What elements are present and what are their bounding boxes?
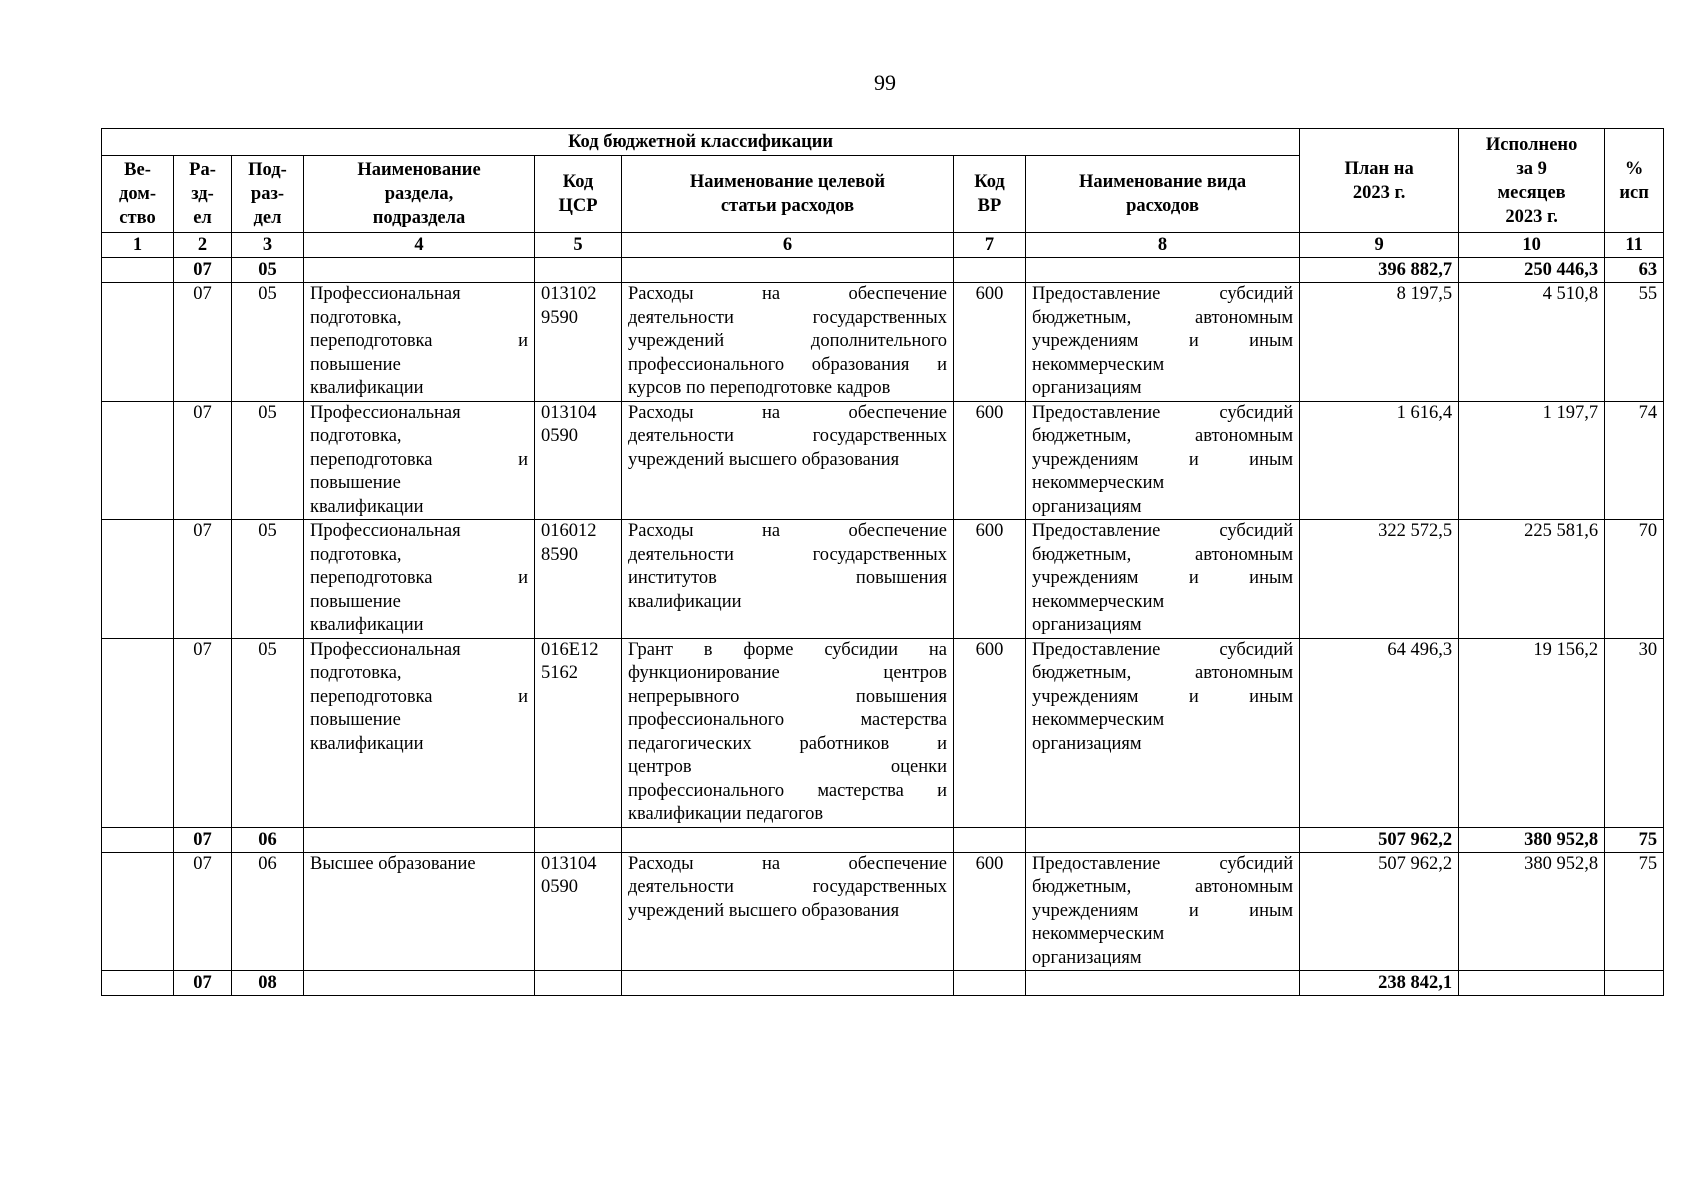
cell-percent: 75: [1605, 827, 1664, 852]
table-row: [102, 638, 1664, 827]
cell-expense-kind: [1026, 258, 1300, 283]
cell-target-name: [622, 638, 954, 827]
header-col-8: Наименование вида расходов: [1026, 156, 1300, 233]
cell-line: курсов по переподготовке кадров: [628, 378, 891, 398]
table-row: [102, 283, 1664, 402]
cell-vedomstvo: [102, 852, 174, 971]
cell-line: Предоставление субсидий: [1032, 521, 1294, 541]
column-number: 2: [174, 233, 232, 258]
cell-section-name: [304, 827, 535, 852]
cell-line: 013102: [541, 284, 597, 304]
column-number: 10: [1459, 233, 1605, 258]
cell-target-name: [622, 852, 954, 971]
cell-expense-kind: [1026, 401, 1300, 520]
cell-line: 016012: [541, 521, 597, 541]
cell-expense-kind: [1026, 971, 1300, 996]
cell-section-name: [304, 401, 535, 520]
cell-plan: 507 962,2: [1300, 852, 1459, 971]
cell-line: учреждений высшего образования: [628, 900, 900, 921]
cell-vedomstvo: [102, 638, 174, 827]
column-number: 1: [102, 233, 174, 258]
cell-executed: 225 581,6: [1459, 520, 1605, 639]
cell-line: подготовка,: [310, 307, 402, 328]
cell-line: 8590: [541, 544, 578, 565]
cell-vr-code: 600: [954, 401, 1026, 520]
header-col-10: Исполнено за 9 месяцев 2023 г.: [1459, 129, 1605, 233]
table-header: [102, 129, 1664, 258]
cell-executed: 380 952,8: [1459, 827, 1605, 852]
cell-vedomstvo: [102, 971, 174, 996]
column-number: 7: [954, 233, 1026, 258]
cell-line: центров оценки: [628, 757, 947, 777]
cell-line: некоммерческим: [1032, 473, 1165, 493]
cell-line: квалификации педагогов: [628, 804, 824, 824]
cell-csr-code: [535, 638, 622, 827]
cell-target-name: [622, 971, 954, 996]
header-col-9: План на 2023 г.: [1300, 129, 1459, 233]
cell-vedomstvo: [102, 283, 174, 402]
cell-line: профессионального образования и: [628, 354, 947, 375]
cell-line: учреждениям и иным: [1032, 449, 1294, 470]
cell-expense-kind: [1026, 827, 1300, 852]
cell-podrazdel: 05: [232, 638, 304, 827]
cell-razdel: 07: [174, 520, 232, 639]
cell-line: Расходы на обеспечение: [628, 521, 947, 541]
cell-line: организациям: [1032, 947, 1142, 968]
cell-line: бюджетным, автономным: [1032, 307, 1294, 328]
cell-section-name: [304, 258, 535, 283]
cell-target-name: [622, 283, 954, 402]
cell-executed: 380 952,8: [1459, 852, 1605, 971]
cell-razdel: 07: [174, 401, 232, 520]
cell-line: бюджетным, автономным: [1032, 663, 1294, 683]
cell-line: институтов повышения: [628, 568, 947, 588]
cell-line: учреждениям и иным: [1032, 568, 1294, 588]
budget-table: [101, 128, 1664, 996]
cell-line: квалификации: [310, 615, 424, 635]
cell-line: организациям: [1032, 733, 1142, 754]
cell-line: переподготовка и: [310, 331, 528, 351]
cell-line: квалификации: [310, 733, 424, 754]
table-row: [102, 852, 1664, 971]
column-number: 4: [304, 233, 535, 258]
cell-csr-code: [535, 971, 622, 996]
column-number: 11: [1605, 233, 1664, 258]
cell-line: педагогических работников и: [628, 733, 947, 754]
cell-line: учреждениям и иным: [1032, 331, 1294, 351]
cell-line: бюджетным, автономным: [1032, 544, 1294, 565]
header-col-1: Ве- дом- ство: [102, 156, 174, 233]
subtotal-row: [102, 971, 1664, 996]
cell-plan: 8 197,5: [1300, 283, 1459, 402]
table-row: [102, 401, 1664, 520]
cell-section-name: [304, 852, 535, 971]
cell-line: учреждений дополнительного: [628, 331, 947, 351]
cell-expense-kind: [1026, 520, 1300, 639]
cell-line: непрерывного повышения: [628, 686, 947, 707]
cell-vr-code: 600: [954, 638, 1026, 827]
cell-section-name: [304, 971, 535, 996]
cell-line: повышение: [310, 710, 401, 730]
cell-razdel: 07: [174, 283, 232, 402]
cell-line: 0590: [541, 426, 578, 446]
cell-csr-code: [535, 283, 622, 402]
cell-line: некоммерческим: [1032, 710, 1165, 730]
cell-executed: [1459, 971, 1605, 996]
cell-line: подготовка,: [310, 426, 402, 446]
cell-line: некоммерческим: [1032, 591, 1165, 612]
cell-podrazdel: 06: [232, 827, 304, 852]
cell-line: переподготовка и: [310, 449, 528, 470]
cell-razdel: 07: [174, 852, 232, 971]
cell-line: функционирование центров: [628, 663, 947, 683]
header-col-3: Под- раз- дел: [232, 156, 304, 233]
cell-razdel: 07: [174, 638, 232, 827]
cell-razdel: 07: [174, 258, 232, 283]
cell-line: Высшее образование: [310, 853, 476, 874]
cell-csr-code: [535, 827, 622, 852]
cell-line: Расходы на обеспечение: [628, 284, 947, 304]
cell-podrazdel: 05: [232, 520, 304, 639]
cell-line: 0590: [541, 877, 578, 897]
cell-plan: 322 572,5: [1300, 520, 1459, 639]
cell-vedomstvo: [102, 520, 174, 639]
cell-line: квалификации: [628, 591, 742, 612]
cell-line: квалификации: [310, 496, 424, 517]
column-number: 9: [1300, 233, 1459, 258]
cell-line: повышение: [310, 473, 401, 493]
subtotal-row: [102, 827, 1664, 852]
cell-vr-code: 600: [954, 852, 1026, 971]
header-col-5: Код ЦСР: [535, 156, 622, 233]
cell-target-name: [622, 520, 954, 639]
cell-line: 5162: [541, 663, 578, 683]
cell-expense-kind: [1026, 638, 1300, 827]
subtotal-row: [102, 258, 1664, 283]
cell-line: повышение: [310, 591, 401, 612]
cell-line: повышение: [310, 354, 401, 375]
cell-vr-code: [954, 827, 1026, 852]
cell-line: 016E12: [541, 639, 599, 660]
cell-line: учреждениям и иным: [1032, 900, 1294, 921]
cell-vr-code: [954, 971, 1026, 996]
column-number: 5: [535, 233, 622, 258]
cell-plan: 64 496,3: [1300, 638, 1459, 827]
cell-line: Предоставление субсидий: [1032, 284, 1294, 304]
cell-target-name: [622, 401, 954, 520]
cell-target-name: [622, 827, 954, 852]
cell-section-name: [304, 638, 535, 827]
cell-line: подготовка,: [310, 544, 402, 565]
cell-line: деятельности государственных: [628, 426, 947, 446]
cell-percent: 75: [1605, 852, 1664, 971]
cell-podrazdel: 08: [232, 971, 304, 996]
header-col-4: Наименование раздела, подраздела: [304, 156, 535, 233]
page-number: 99: [874, 70, 896, 95]
cell-line: Расходы на обеспечение: [628, 402, 947, 423]
cell-line: переподготовка и: [310, 686, 528, 707]
cell-line: Предоставление субсидий: [1032, 639, 1294, 660]
cell-expense-kind: [1026, 283, 1300, 402]
cell-line: учреждениям и иным: [1032, 686, 1294, 707]
cell-line: профессионального мастерства: [628, 710, 947, 730]
cell-line: Предоставление субсидий: [1032, 853, 1294, 874]
header-group-title: Код бюджетной классификации: [102, 129, 1300, 156]
cell-line: некоммерческим: [1032, 354, 1165, 375]
header-col-6: Наименование целевой статьи расходов: [622, 156, 954, 233]
cell-vedomstvo: [102, 827, 174, 852]
table-row: [102, 520, 1664, 639]
cell-line: деятельности государственных: [628, 307, 947, 328]
cell-executed: 250 446,3: [1459, 258, 1605, 283]
cell-line: бюджетным, автономным: [1032, 877, 1294, 897]
cell-line: деятельности государственных: [628, 877, 947, 897]
cell-section-name: [304, 283, 535, 402]
cell-percent: 55: [1605, 283, 1664, 402]
cell-executed: 1 197,7: [1459, 401, 1605, 520]
cell-line: 013104: [541, 402, 597, 423]
cell-csr-code: [535, 520, 622, 639]
header-col-11: % исп: [1605, 129, 1664, 233]
cell-podrazdel: 05: [232, 258, 304, 283]
cell-line: бюджетным, автономным: [1032, 426, 1294, 446]
cell-target-name: [622, 258, 954, 283]
cell-line: переподготовка и: [310, 568, 528, 588]
header-row-numbers: [102, 233, 1664, 258]
cell-line: организациям: [1032, 496, 1142, 517]
cell-line: Профессиональная: [310, 639, 461, 660]
cell-vr-code: 600: [954, 520, 1026, 639]
cell-razdel: 07: [174, 971, 232, 996]
cell-podrazdel: 06: [232, 852, 304, 971]
cell-line: организациям: [1032, 615, 1142, 635]
cell-podrazdel: 05: [232, 283, 304, 402]
cell-line: Профессиональная: [310, 402, 461, 423]
cell-vedomstvo: [102, 401, 174, 520]
cell-line: Профессиональная: [310, 521, 461, 541]
cell-executed: 4 510,8: [1459, 283, 1605, 402]
cell-csr-code: [535, 852, 622, 971]
cell-line: Предоставление субсидий: [1032, 402, 1294, 423]
cell-line: Профессиональная: [310, 284, 461, 304]
cell-razdel: 07: [174, 827, 232, 852]
cell-line: деятельности государственных: [628, 544, 947, 565]
cell-line: организациям: [1032, 378, 1142, 398]
cell-plan: 1 616,4: [1300, 401, 1459, 520]
column-number: 6: [622, 233, 954, 258]
header-col-2: Ра- зд- ел: [174, 156, 232, 233]
cell-vr-code: [954, 258, 1026, 283]
cell-percent: [1605, 971, 1664, 996]
cell-csr-code: [535, 401, 622, 520]
column-number: 8: [1026, 233, 1300, 258]
cell-percent: 74: [1605, 401, 1664, 520]
column-number: 3: [232, 233, 304, 258]
cell-podrazdel: 05: [232, 401, 304, 520]
cell-line: 013104: [541, 853, 597, 874]
cell-vedomstvo: [102, 258, 174, 283]
cell-percent: 63: [1605, 258, 1664, 283]
cell-line: 9590: [541, 307, 578, 328]
cell-percent: 70: [1605, 520, 1664, 639]
cell-line: квалификации: [310, 378, 424, 398]
cell-line: некоммерческим: [1032, 924, 1165, 944]
header-row-group: [102, 129, 1664, 156]
cell-line: Грант в форме субсидии на: [628, 639, 947, 660]
cell-vr-code: 600: [954, 283, 1026, 402]
cell-line: профессионального мастерства и: [628, 780, 947, 801]
cell-csr-code: [535, 258, 622, 283]
cell-line: Расходы на обеспечение: [628, 853, 947, 874]
cell-plan: 238 842,1: [1300, 971, 1459, 996]
cell-plan: 507 962,2: [1300, 827, 1459, 852]
cell-percent: 30: [1605, 638, 1664, 827]
header-col-7: Код ВР: [954, 156, 1026, 233]
cell-executed: 19 156,2: [1459, 638, 1605, 827]
cell-section-name: [304, 520, 535, 639]
cell-line: подготовка,: [310, 663, 402, 683]
cell-plan: 396 882,7: [1300, 258, 1459, 283]
table-body: [102, 258, 1664, 996]
cell-expense-kind: [1026, 852, 1300, 971]
cell-line: учреждений высшего образования: [628, 449, 900, 470]
